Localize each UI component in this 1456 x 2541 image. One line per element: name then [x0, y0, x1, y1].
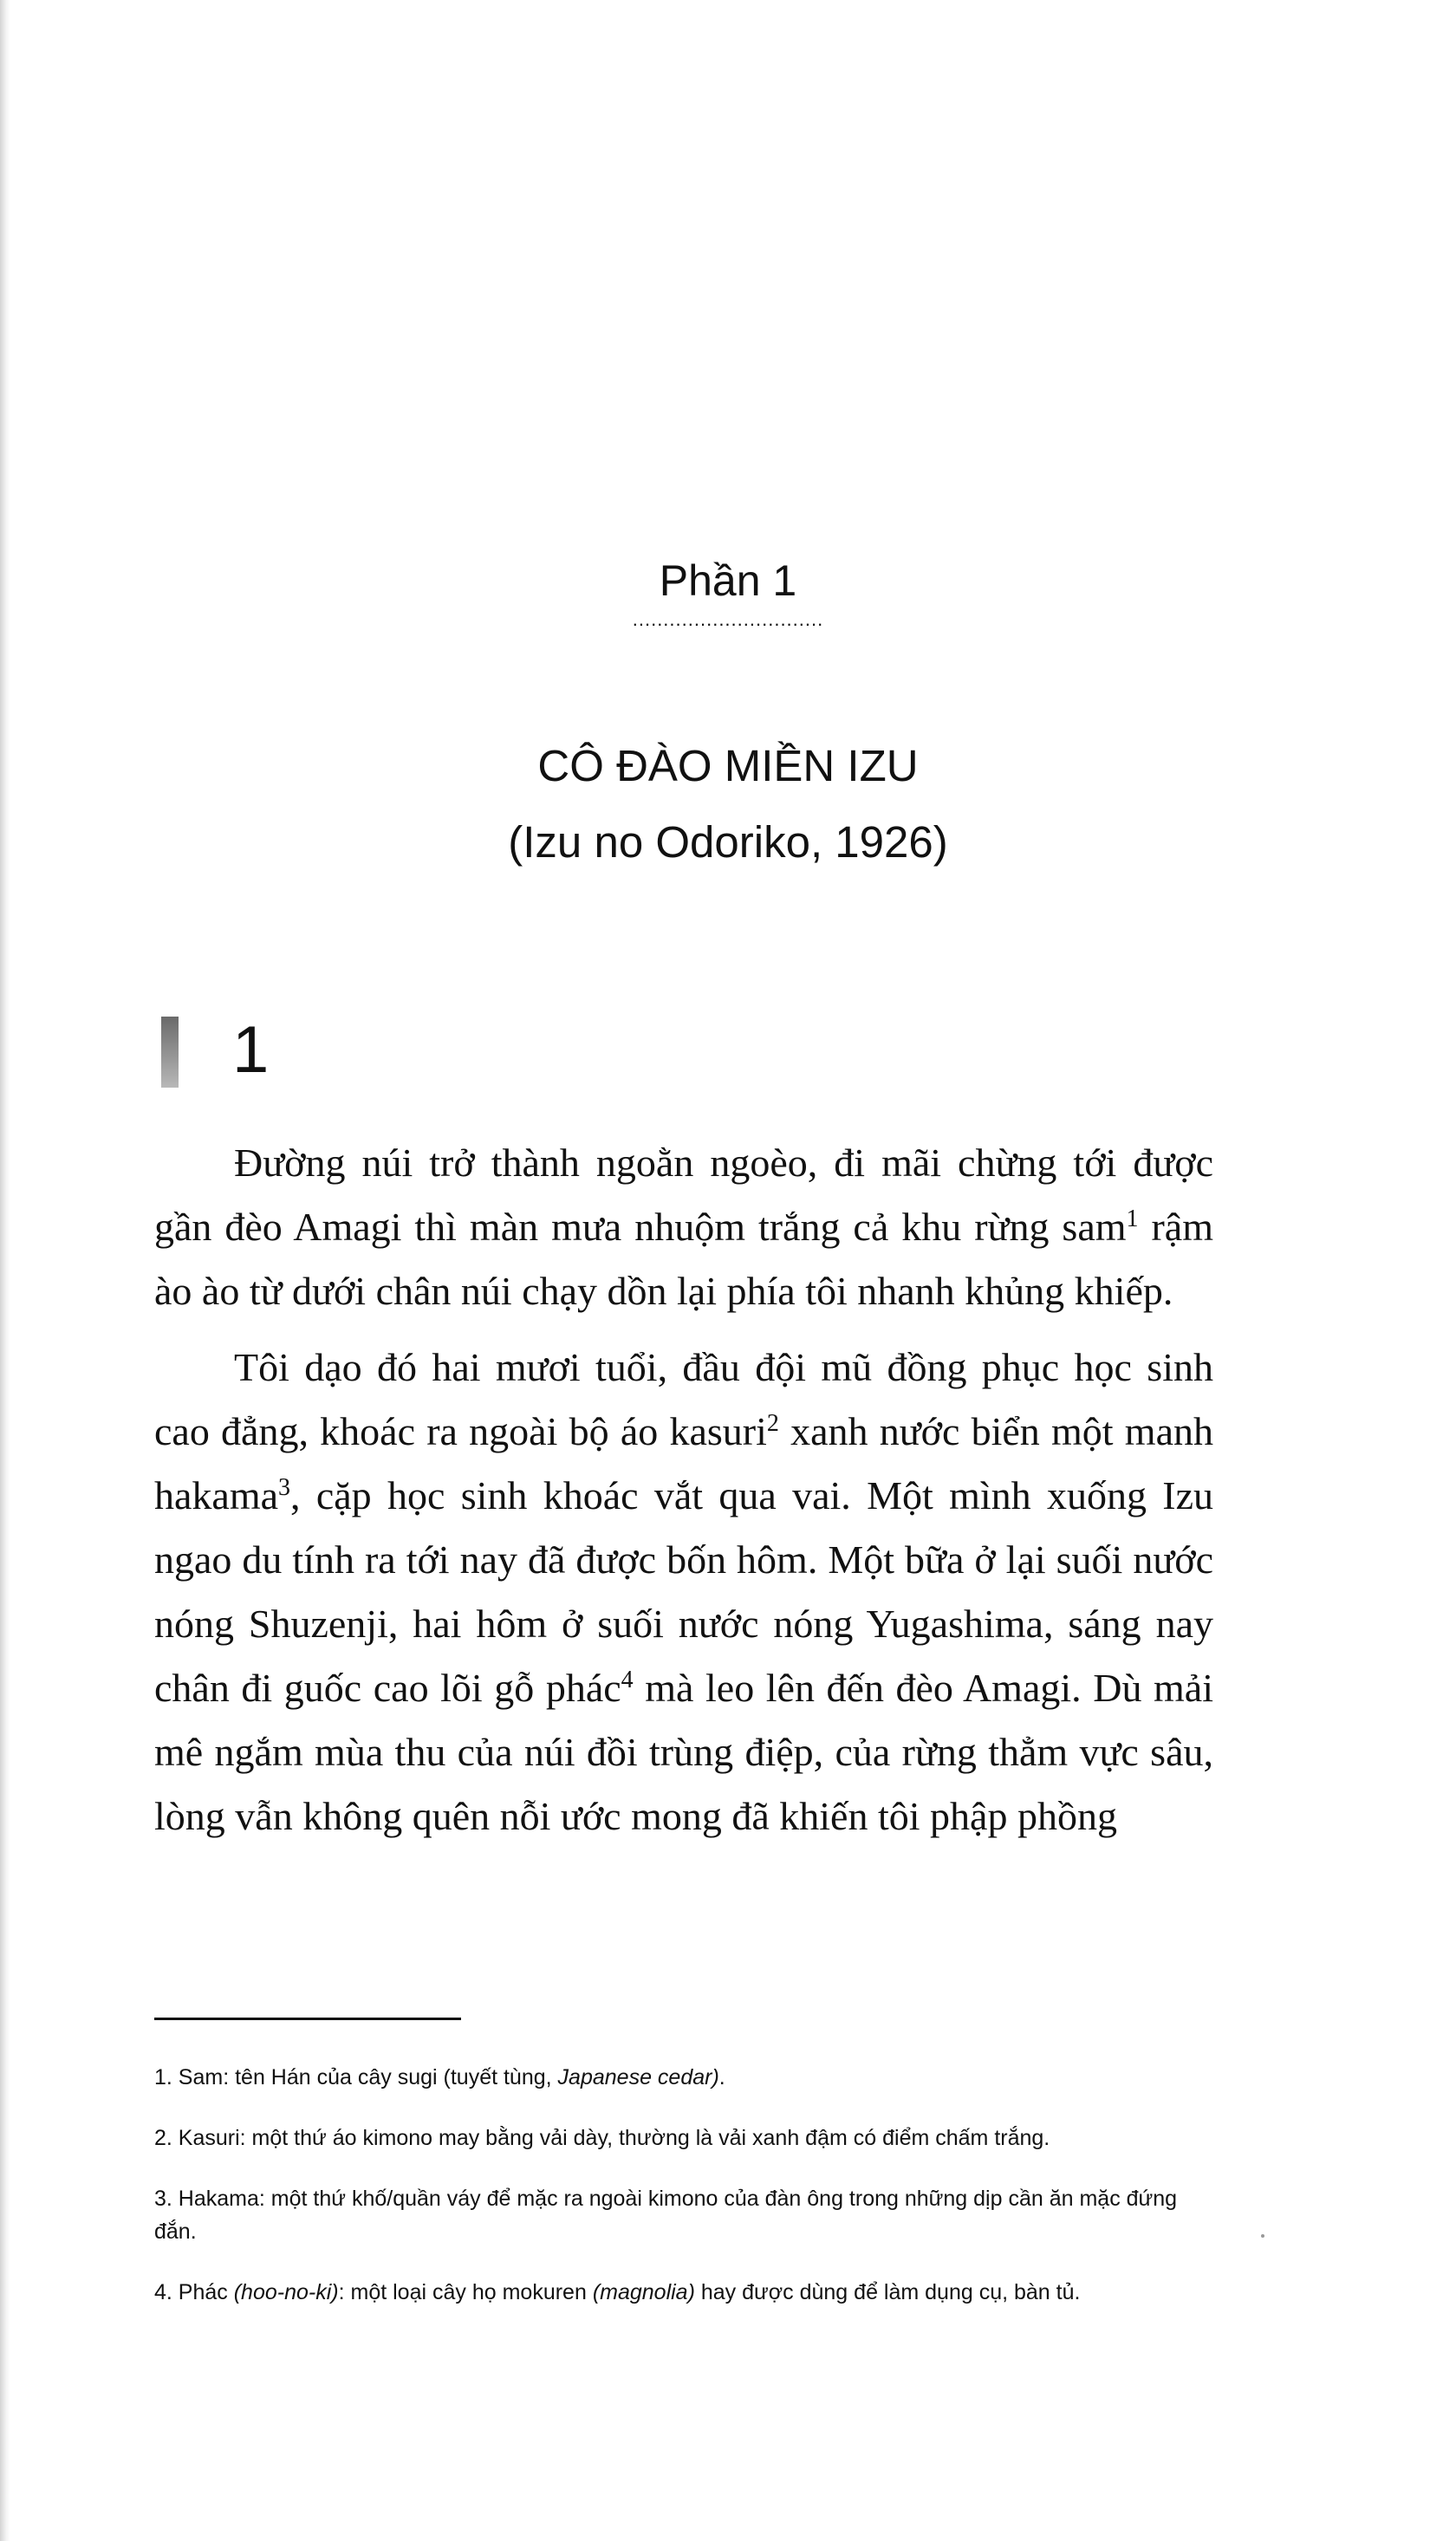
footnote-ref-1: 1	[1126, 1206, 1139, 1232]
story-title: CÔ ĐÀO MIỀN IZU	[537, 741, 919, 790]
paragraph-2	[154, 1335, 1213, 1849]
paragraph-text: , cặp học sinh khoác vắt qua vai. Một mình xuống Izu ngao du tính ra tới nay đã được bốn hôm. Một bữa ở lại suối nước nóng Shuzenji, hai hôm ở suối nước nóng Yugashima, sáng nay chân đi guốc cao lõi gỗ phác	[154, 1473, 1213, 1710]
page-edge-shadow	[0, 0, 10, 2541]
footnote-text: Sam: tên Hán của cây sugi (tuyết tùng,	[172, 2065, 558, 2089]
body-text	[154, 1131, 1213, 1849]
footnote-italic: (hoo-no-ki)	[233, 2280, 339, 2304]
footnote-italic: (magnolia)	[592, 2280, 695, 2304]
part-heading: Phần 1	[659, 556, 797, 605]
footnote-number: 2.	[154, 2126, 172, 2150]
story-subtitle: (Izu no Odoriko, 1926)	[508, 817, 948, 867]
footnotes	[154, 2061, 1213, 2336]
paragraph-text: Tôi dạo đó hai mươi tuổi, đầu đội mũ đồng phục học sinh cao đẳng, khoác ra ngoài bộ áo kasuri	[154, 1345, 1213, 1453]
footnote-text: hay được dùng để làm dụng cụ, bàn tủ.	[694, 2280, 1081, 2304]
footnote-text: .	[718, 2065, 725, 2089]
footnote-number: 3.	[154, 2187, 172, 2211]
part-divider: ...............................	[632, 608, 824, 630]
footnote-text: : một loại cây họ mokuren	[338, 2280, 593, 2304]
chapter-marker-bar	[161, 1017, 179, 1088]
footnote-text: Kasuri: một thứ áo kimono may bằng vải dày, thường là vải xanh đậm có điểm chấm trắng.	[172, 2126, 1050, 2150]
footnote-ref-4: 4	[621, 1667, 634, 1693]
footnote-text: Hakama: một thứ khố/quần váy để mặc ra ngoài kimono của đàn ông trong những dịp cần ăn mặc đứng đắn.	[154, 2187, 1178, 2244]
chapter-number: 1	[232, 1013, 270, 1087]
footnote-4	[154, 2276, 1213, 2309]
footnote-italic: Japanese cedar)	[557, 2065, 719, 2089]
paragraph-text: Đường núi trở thành ngoằn ngoèo, đi mãi chừng tới được gần đèo Amagi thì màn mưa nhuộm trắng cả khu rừng sam	[154, 1141, 1213, 1249]
footnote-separator	[154, 2018, 461, 2020]
footnote-3	[154, 2182, 1213, 2248]
paragraph-text: xanh nước biển một manh hakama	[154, 1409, 1214, 1517]
footnote-number: 1.	[154, 2065, 172, 2089]
footnote-1	[154, 2061, 1213, 2094]
paragraph-1	[154, 1131, 1213, 1323]
footnote-ref-3: 3	[278, 1474, 291, 1501]
paragraph-text: rậm ào ào từ dưới chân núi chạy dồn lại phía tôi nhanh khủng khiếp.	[154, 1205, 1213, 1313]
footnote-number: 4.	[154, 2280, 172, 2304]
page-speck	[1261, 2234, 1264, 2238]
footnote-ref-2: 2	[766, 1410, 779, 1437]
footnote-2	[154, 2122, 1213, 2154]
footnote-text: Phác	[172, 2280, 234, 2304]
paragraph-text: mà leo lên đến đèo Amagi. Dù mải mê ngắm mùa thu của núi đồi trùng điệp, của rừng thẳm vực sâu, lòng vẫn không quên nỗi ước mong đã khiến tôi phập phồng	[154, 1666, 1213, 1838]
